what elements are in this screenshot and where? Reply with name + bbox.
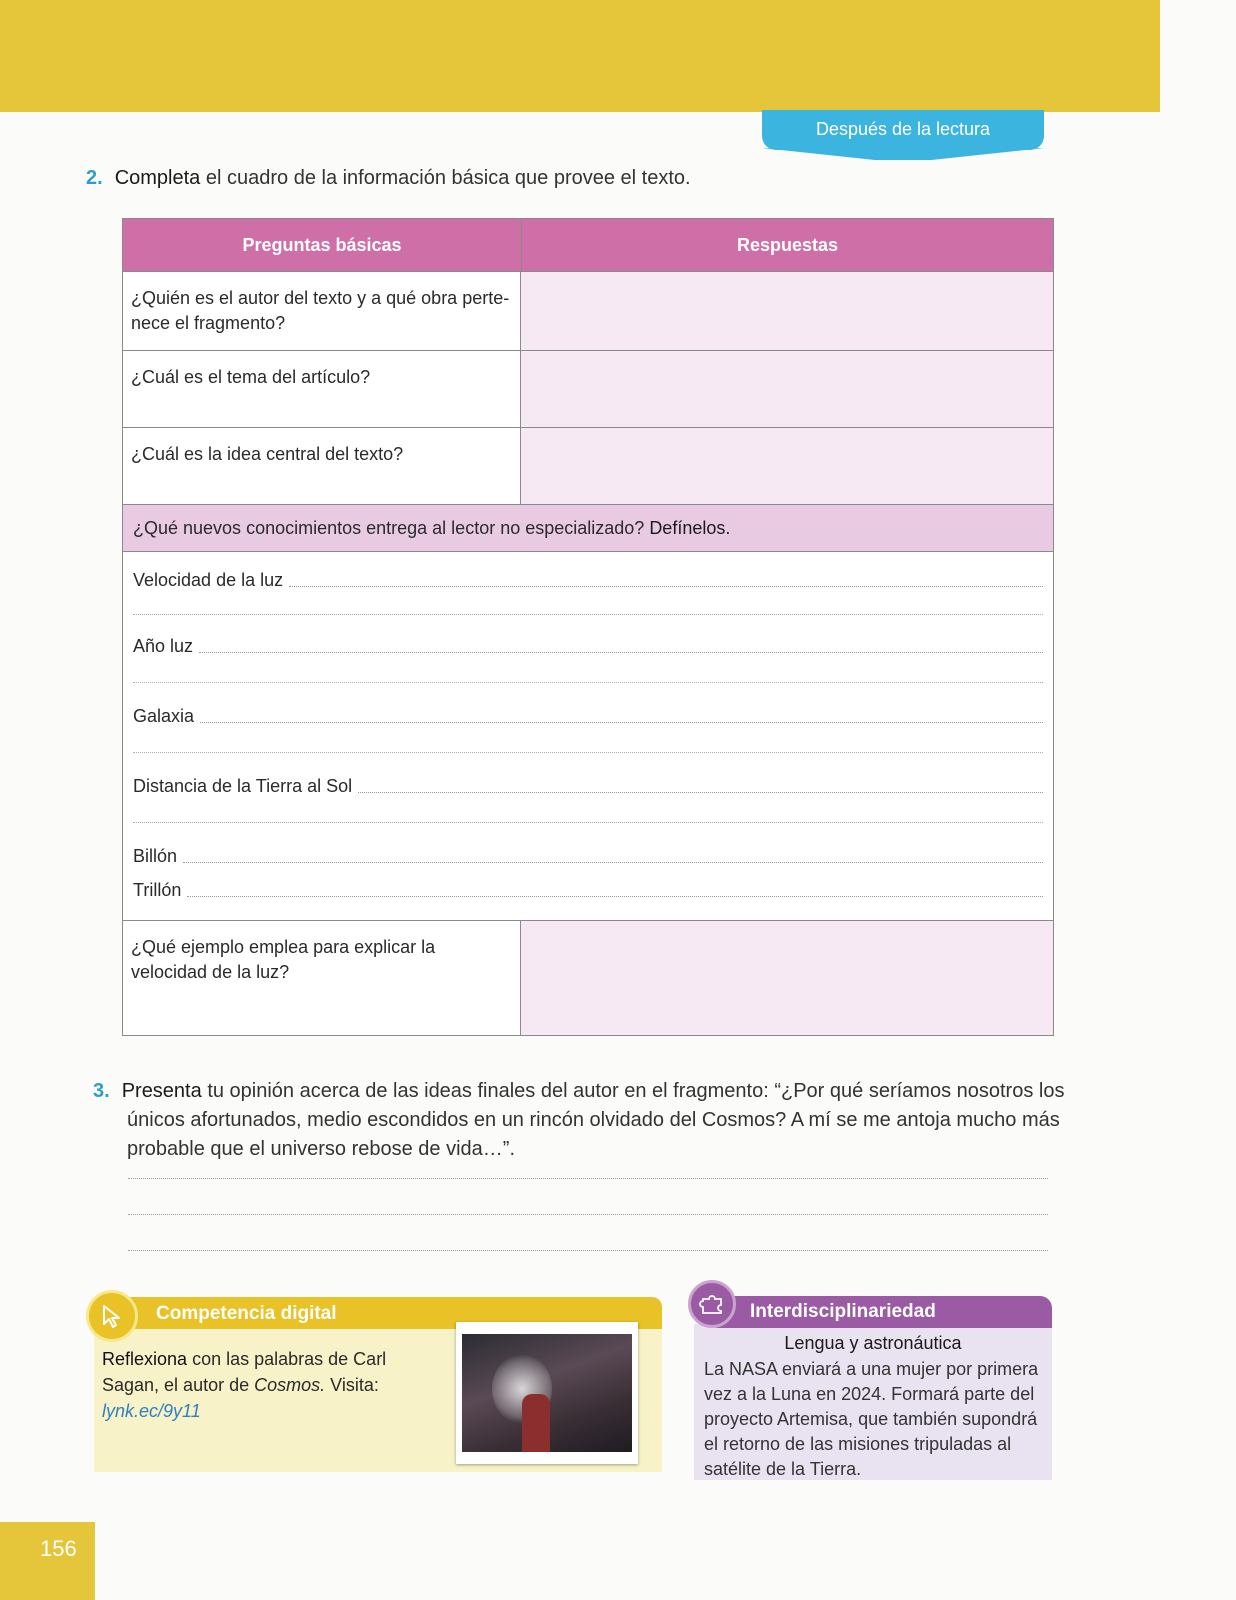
question-2-text: el cuadro de la información básica que provee el texto. bbox=[205, 167, 691, 189]
question-3-text: tu opinión acerca de las ideas finales del autor en el fragmento: “¿Por qué seríamos nosotros los únicos afortunados, medio escondidos en un rincón olvidado del Cosmos? A mí se me antoja mucho más probable que el universo rebose de vida…”. bbox=[127, 1080, 1065, 1160]
header-questions: Preguntas básicas bbox=[123, 219, 522, 271]
answer-line[interactable] bbox=[128, 1250, 1048, 1251]
definitions-prompt bbox=[123, 504, 1053, 551]
question-3-number: 3. bbox=[93, 1080, 110, 1102]
digital-verb: Reflexiona bbox=[102, 1349, 188, 1369]
blank-rule[interactable] bbox=[133, 614, 1043, 615]
term-label: Velocidad de la luz bbox=[133, 570, 284, 590]
question-cell: ¿Cuál es el tema del artículo? bbox=[123, 351, 521, 427]
person-image bbox=[522, 1394, 550, 1452]
answer-line[interactable] bbox=[128, 1214, 1048, 1215]
question-2 bbox=[86, 164, 691, 193]
interdisciplinary-title: Interdisciplinariedad bbox=[750, 1301, 936, 1322]
term-label: Galaxia bbox=[133, 706, 195, 726]
answer-cell[interactable] bbox=[521, 921, 1053, 1035]
answer-rule bbox=[199, 651, 1043, 653]
digital-body: con las palabras de Carl Sagan, el autor de bbox=[102, 1349, 387, 1395]
basic-info-table bbox=[122, 218, 1054, 1036]
interdisciplinary-subtitle: Lengua y astronáutica bbox=[784, 1333, 962, 1353]
table-row bbox=[123, 427, 1053, 504]
question-2-verb: Completa bbox=[114, 167, 201, 189]
answer-line[interactable] bbox=[128, 1178, 1048, 1179]
video-screen bbox=[462, 1334, 632, 1452]
definition-line[interactable] bbox=[133, 846, 1043, 867]
table-header-row bbox=[123, 219, 1053, 271]
answer-rule bbox=[187, 895, 1043, 897]
top-color-band bbox=[0, 0, 1160, 112]
book-title: Cosmos. bbox=[254, 1375, 326, 1395]
video-thumbnail[interactable] bbox=[456, 1322, 638, 1464]
blank-rule[interactable] bbox=[133, 682, 1043, 683]
term-label: Billón bbox=[133, 846, 178, 866]
definition-line[interactable] bbox=[133, 706, 1043, 727]
definitions-prompt-text: ¿Qué nuevos conocimientos entrega al lector no especializado? bbox=[133, 517, 645, 538]
puzzle-icon bbox=[688, 1280, 736, 1328]
blank-rule[interactable] bbox=[133, 822, 1043, 823]
resource-link[interactable]: lynk.ec/9y11 bbox=[102, 1401, 201, 1421]
digital-competence-text bbox=[102, 1346, 402, 1424]
answer-rule bbox=[289, 585, 1043, 587]
term-label: Año luz bbox=[133, 636, 194, 656]
question-cell: ¿Quién es el autor del texto y a qué obra perte-nece el fragmento? bbox=[123, 272, 521, 350]
definition-line[interactable] bbox=[133, 636, 1043, 657]
definitions-area bbox=[123, 551, 1053, 920]
definition-line[interactable] bbox=[133, 776, 1043, 797]
table-row bbox=[123, 920, 1053, 1035]
definition-line[interactable] bbox=[133, 880, 1043, 901]
digital-competence-title: Competencia digital bbox=[156, 1303, 337, 1324]
question-cell: ¿Qué ejemplo emplea para explicar la velocidad de la luz? bbox=[123, 921, 521, 1035]
table-row bbox=[123, 350, 1053, 427]
question-3 bbox=[93, 1077, 1097, 1164]
page-number: 156 bbox=[0, 1522, 95, 1600]
question-2-number: 2. bbox=[86, 167, 103, 189]
visit-label: Visita: bbox=[330, 1375, 379, 1395]
definitions-prompt-bold: Defínelos. bbox=[649, 517, 731, 538]
blank-rule[interactable] bbox=[133, 752, 1043, 753]
table-row bbox=[123, 271, 1053, 350]
header-answers: Respuestas bbox=[736, 234, 839, 255]
term-label: Trillón bbox=[133, 880, 182, 900]
cursor-icon bbox=[86, 1290, 138, 1342]
answer-rule bbox=[183, 861, 1043, 863]
answer-rule bbox=[200, 721, 1043, 723]
answer-cell[interactable] bbox=[521, 428, 1053, 504]
answer-cell[interactable] bbox=[521, 351, 1053, 427]
answer-cell[interactable] bbox=[521, 272, 1053, 350]
question-cell: ¿Cuál es la idea central del texto? bbox=[123, 428, 521, 504]
section-tab: Después de la lectura bbox=[762, 110, 1044, 150]
term-label: Distancia de la Tierra al Sol bbox=[133, 776, 353, 796]
answer-rule bbox=[358, 791, 1043, 793]
question-3-verb: Presenta bbox=[121, 1080, 202, 1102]
definition-line[interactable] bbox=[133, 570, 1043, 591]
interdisciplinary-text: La NASA enviará a una mujer por primera vez a la Luna en 2024. Formará parte del proyecto Artemisa, que también supondrá el retorno de las misiones tripuladas al satélite de la Tierra. bbox=[704, 1359, 1039, 1479]
